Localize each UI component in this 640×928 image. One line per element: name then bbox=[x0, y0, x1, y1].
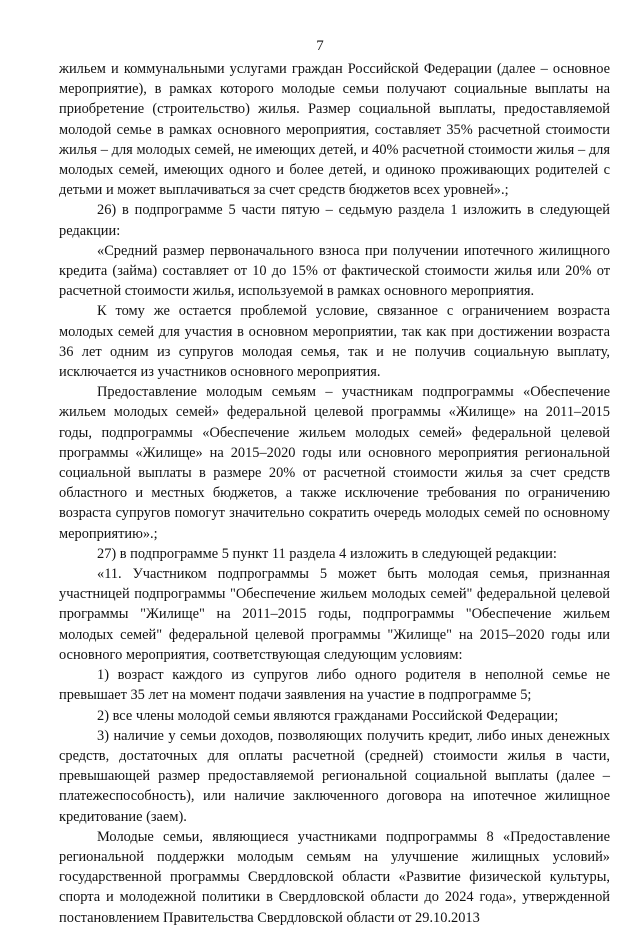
paragraph-condition-2: 2) все члены молодой семьи являются гражданами Российской Федерации; bbox=[97, 707, 559, 724]
paragraph-condition-1: 1) возраст каждого из супругов либо одного родителя в неполной семье не превышает 35 лет на момент подачи заявления на участие в подпрограмме 5; bbox=[59, 667, 610, 704]
paragraph-clause-11: «11. Участником подпрограммы 5 может быть молодая семья, признанная участницей подпрограммы "Обеспечение жильем молодых семей" федеральной целевой программы "Жилище" на 2011–2015 годы, подпрограммы "Обеспечение жильем молодых семей" федеральной целевой программы "Жилище" на 2015–2020 годы или основного мероприятия, соответствующая следующим условиям: bbox=[59, 566, 610, 663]
paragraph-subprogram-8-participants: Молодые семьи, являющиеся участниками подпрограммы 8 «Предоставление региональной поддержки молодым семьям на улучшение жилищных условий» государственной программы Свердловской области «Развитие физической культуры, спорта и молодежной политики в Свердловской области до 2024 года», утвержденной постановлением Правительства Свердловской области от 29.10.2013 bbox=[59, 828, 610, 926]
paragraph-continuation: жильем и коммунальными услугами граждан Российской Федерации (далее – основное мероприятие), в рамках которого молодые семьи получают социальные выплаты на приобретение (строительство) жилья. Размер социальной выплаты, предоставляемой молодой семье в рамках основного мероприятия, составляет 35% расчетной стоимости жилья – для молодых семей, не имеющих детей, и 40% расчетной стоимости жилья – для молодых семей, имеющих одного и более детей, и одиноко проживающих родителей с детьми и может выплачиваться за счет средств бюджетов всех уровней».; bbox=[59, 61, 610, 199]
paragraph-item-26: 26) в подпрограмме 5 части пятую – седьмую раздела 1 изложить в следующей редакции: bbox=[59, 202, 610, 239]
paragraph-age-limit-problem: К тому же остается проблемой условие, связанное с ограничением возраста молодых семей для участия в основном мероприятии, так как при достижении возраста 36 лет одним из супругов молодая семья, так и не получив социальную выплату, исключается из участников основного мероприятия. bbox=[59, 303, 610, 381]
paragraph-regional-payment: Предоставление молодым семьям – участникам подпрограммы «Обеспечение жильем молодых семей» федеральной целевой программы «Жилище» на 2011–2015 годы, подпрограммы «Обеспечение жильем молодых семей» федеральной целевой программы «Жилище» на 2015–2020 годы или основного мероприятия региональной социальной выплаты в размере 20% от расчетной стоимости жилья за счет средств областного и местных бюджетов, а также исключение требования по ограничению возраста супругов помогут значительно сократить очередь молодых семей по основному мероприятию».; bbox=[59, 384, 610, 542]
paragraph-item-27: 27) в подпрограмме 5 пункт 11 раздела 4 изложить в следующей редакции: bbox=[97, 545, 557, 562]
paragraph-condition-3: 3) наличие у семьи доходов, позволяющих получить кредит, либо иных денежных средств, достаточных для оплаты расчетной (средней) стоимости жилья в части, превышающей размер предоставляемой региональной социальной выплаты (далее – платежеспособность), или наличие заключенного договора на ипотечное жилищное кредитование (заем). bbox=[59, 727, 610, 825]
paragraph-quoted-initial-payment: «Средний размер первоначального взноса при получении ипотечного жилищного кредита (займа) составляет от 10 до 15% от фактической стоимости жилья или 20% от расчетной стоимости жилья, используемой в рамках основного мероприятия. bbox=[59, 242, 610, 300]
document-body bbox=[59, 59, 610, 928]
page-number: 7 bbox=[316, 38, 324, 54]
